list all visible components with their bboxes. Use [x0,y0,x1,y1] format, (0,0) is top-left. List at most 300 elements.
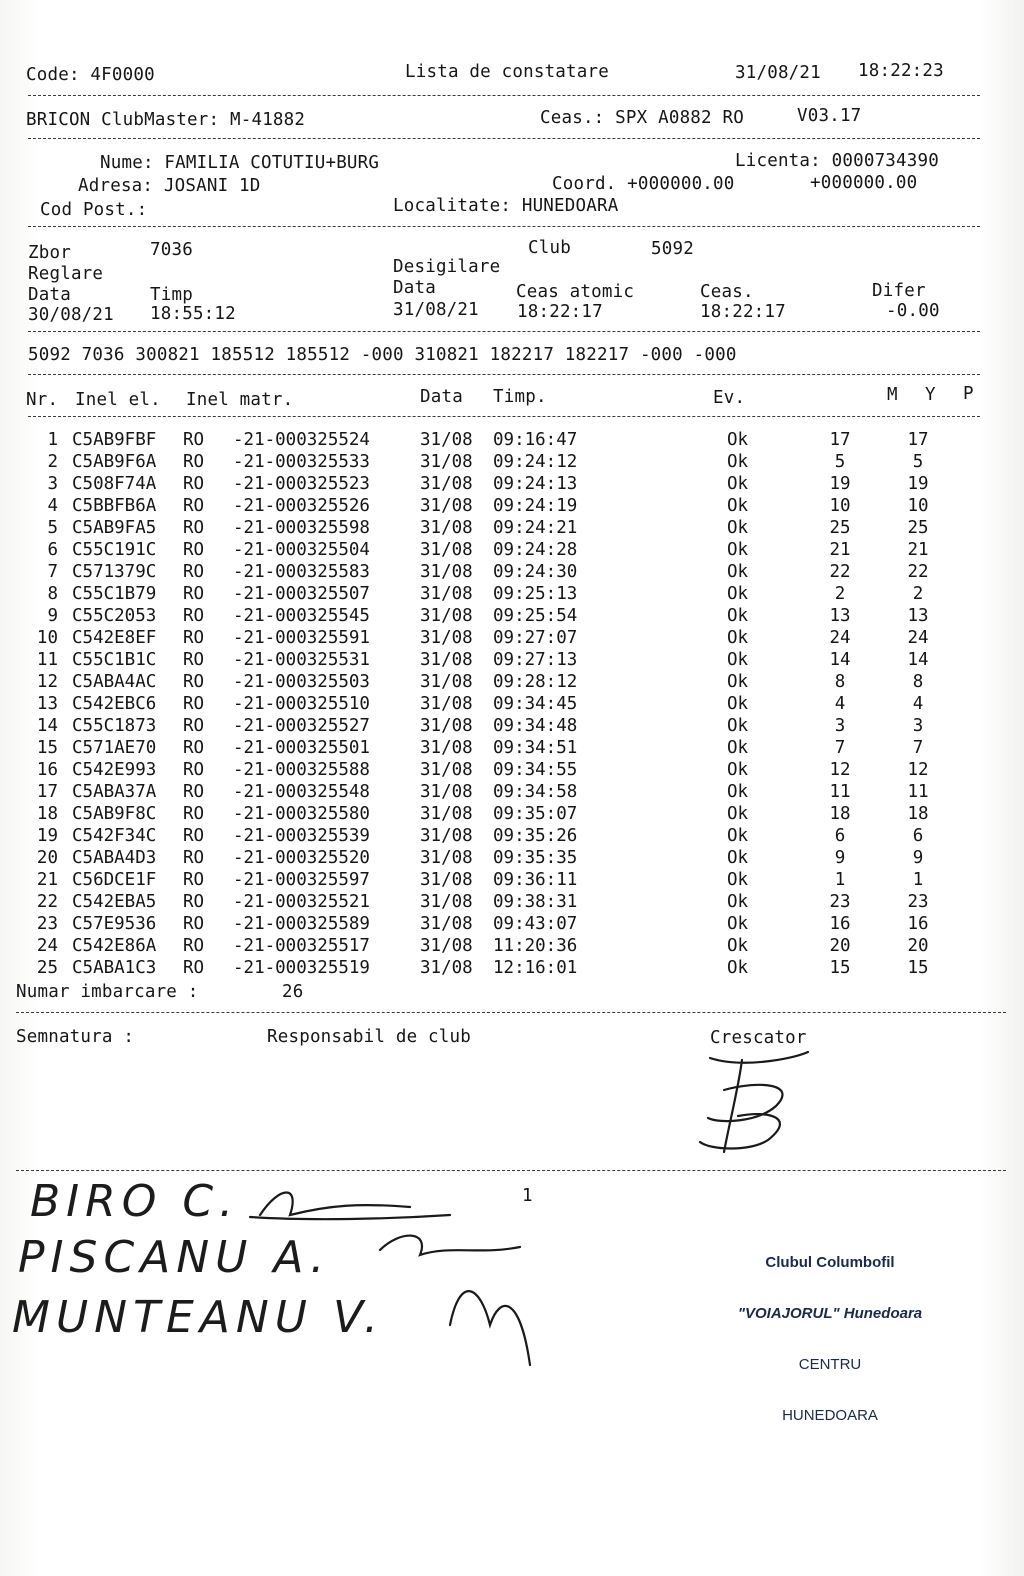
country-code: RO [183,540,205,560]
club-stamp [705,1220,955,1458]
ring-number: -21-000325545 [233,606,370,626]
ring-number: -21-000325591 [233,628,370,648]
page-number: 1 [522,1186,533,1206]
arrival-date: 31/08 [420,870,473,890]
divider [28,226,980,227]
report-time: 18:22:23 [858,61,944,81]
country-code: RO [183,452,205,472]
stamp-line-2: "VOIAJORUL" Hunedoara [737,1305,923,1322]
firmware-version: V03.17 [797,106,862,126]
table-row [0,671,1024,693]
country-code: RO [183,694,205,714]
rank-m: 1 [834,870,846,890]
country-code: RO [183,738,205,758]
rank-y: 4 [912,694,924,714]
electronic-ring: C571379C [72,562,157,582]
rank-y: 22 [907,562,929,582]
rank-y: 8 [912,672,924,692]
owner-address: Adresa: JOSANI 1D [78,176,261,196]
table-row [0,473,1024,495]
stamp-line-1: Clubul Columbofil [765,1254,895,1271]
electronic-ring: C5AB9F6A [72,452,157,472]
event-status: Ok [727,584,749,604]
event-status: Ok [727,892,749,912]
table-row [0,539,1024,561]
row-number: 4 [47,496,58,516]
event-status: Ok [727,452,749,472]
table-row [0,759,1024,781]
rank-m: 8 [834,672,846,692]
table-row [0,693,1024,715]
reglare-date: 30/08/21 [28,305,114,325]
electronic-ring: C55C1B1C [72,650,157,670]
event-status: Ok [727,606,749,626]
table-row [0,737,1024,759]
row-number: 7 [47,562,58,582]
arrival-time: 09:28:12 [493,672,578,692]
arrival-date: 31/08 [420,694,473,714]
row-number: 21 [36,870,58,890]
arrival-date: 31/08 [420,958,473,978]
breeder-label: Crescator [710,1028,807,1048]
rank-y: 1 [912,870,924,890]
ring-number: -21-000325519 [233,958,370,978]
arrival-time: 09:34:45 [493,694,578,714]
arrival-date: 31/08 [420,914,473,934]
table-row [0,605,1024,627]
table-row [0,781,1024,803]
rank-y: 16 [907,914,929,934]
desig-date: 31/08/21 [393,300,479,320]
arrival-time: 09:24:13 [493,474,578,494]
ring-number: -21-000325524 [233,430,370,450]
table-row [0,803,1024,825]
club-number: 5092 [651,239,694,259]
rank-m: 14 [829,650,851,670]
arrival-date: 31/08 [420,540,473,560]
electronic-ring: C542EBA5 [72,892,157,912]
rank-y: 24 [907,628,929,648]
ring-number: -21-000325501 [233,738,370,758]
arrival-time: 09:24:30 [493,562,578,582]
rank-m: 7 [834,738,846,758]
ring-number: -21-000325588 [233,760,370,780]
electronic-ring: C542F34C [72,826,157,846]
arrival-time: 09:34:58 [493,782,578,802]
country-code: RO [183,430,205,450]
electronic-ring: C5AB9FBF [72,430,157,450]
ring-number: -21-000325580 [233,804,370,824]
rank-m: 22 [829,562,851,582]
ring-number: -21-000325527 [233,716,370,736]
license-number: Licenta: 0000734390 [735,151,939,171]
arrival-date: 31/08 [420,826,473,846]
country-code: RO [183,848,205,868]
col-y: Y [925,385,936,405]
event-status: Ok [727,628,749,648]
arrival-date: 31/08 [420,848,473,868]
country-code: RO [183,958,205,978]
rank-m: 11 [829,782,851,802]
rank-y: 25 [907,518,929,538]
rank-y: 2 [912,584,924,604]
owner-name: Nume: FAMILIA COTUTIU+BURG [100,153,380,173]
rank-y: 14 [907,650,929,670]
rank-m: 5 [834,452,846,472]
handwritten-name-3: MUNTEANU V. [12,1292,385,1343]
table-row [0,825,1024,847]
arrival-time: 09:35:26 [493,826,578,846]
arrival-time: 09:34:48 [493,716,578,736]
event-status: Ok [727,826,749,846]
club-responsible-label: Responsabil de club [267,1027,471,1047]
country-code: RO [183,782,205,802]
event-status: Ok [727,694,749,714]
rank-m: 23 [829,892,851,912]
ring-number: -21-000325531 [233,650,370,670]
arrival-time: 09:27:13 [493,650,578,670]
handwritten-name-2: PISCANU A. [18,1232,331,1283]
col-ev: Ev. [713,388,746,408]
electronic-ring: C5BBFB6A [72,496,157,516]
arrival-date: 31/08 [420,672,473,692]
rank-y: 17 [907,430,929,450]
arrival-date: 31/08 [420,606,473,626]
row-number: 22 [36,892,58,912]
table-row [0,649,1024,671]
arrival-time: 09:35:07 [493,804,578,824]
clubmaster-id: BRICON ClubMaster: M-41882 [26,110,306,130]
row-number: 23 [36,914,58,934]
table-row [0,429,1024,451]
country-code: RO [183,474,205,494]
arrival-date: 31/08 [420,518,473,538]
country-code: RO [183,606,205,626]
event-status: Ok [727,914,749,934]
table-row [0,495,1024,517]
rank-y: 5 [912,452,924,472]
row-number: 13 [36,694,58,714]
table-row [0,451,1024,473]
country-code: RO [183,672,205,692]
rank-y: 10 [907,496,929,516]
rank-y: 13 [907,606,929,626]
event-status: Ok [727,936,749,956]
ring-number: -21-000325503 [233,672,370,692]
flight-label: Zbor [28,243,71,263]
arrival-time: 09:34:51 [493,738,578,758]
club-label: Club [528,238,571,258]
difference-label: Difer [872,281,926,301]
event-status: Ok [727,870,749,890]
arrival-time: 09:16:47 [493,430,578,450]
table-row [0,891,1024,913]
ring-number: -21-000325520 [233,848,370,868]
arrival-date: 31/08 [420,474,473,494]
rank-y: 15 [907,958,929,978]
country-code: RO [183,716,205,736]
rank-m: 9 [834,848,846,868]
rank-m: 3 [834,716,846,736]
rank-m: 6 [834,826,846,846]
code-label: Code: 4F0000 [26,65,155,85]
electronic-ring: C542EBC6 [72,694,157,714]
divider [28,331,980,332]
boarding-count: 26 [282,982,304,1002]
table-row [0,935,1024,957]
table-row [0,957,1024,979]
rank-m: 17 [829,430,851,450]
event-status: Ok [727,650,749,670]
arrival-date: 31/08 [420,496,473,516]
row-number: 24 [36,936,58,956]
row-number: 8 [47,584,58,604]
reglare-time: 18:55:12 [150,304,236,324]
boarding-count-label: Numar imbarcare : [16,982,199,1002]
reglare-time-label: Timp [150,285,193,305]
divider [16,1012,1006,1013]
row-number: 11 [36,650,58,670]
locality: Localitate: HUNEDOARA [393,196,619,216]
event-status: Ok [727,958,749,978]
row-number: 5 [47,518,58,538]
rank-m: 13 [829,606,851,626]
electronic-ring: C508F74A [72,474,157,494]
table-row [0,913,1024,935]
electronic-ring: C542E993 [72,760,157,780]
divider [28,95,980,96]
rank-y: 11 [907,782,929,802]
arrival-date: 31/08 [420,716,473,736]
country-code: RO [183,518,205,538]
rank-y: 23 [907,892,929,912]
arrival-time: 09:24:19 [493,496,578,516]
electronic-ring: C542E8EF [72,628,157,648]
country-code: RO [183,650,205,670]
flight-number: 7036 [150,240,193,260]
ring-number: -21-000325539 [233,826,370,846]
rank-y: 18 [907,804,929,824]
row-number: 17 [36,782,58,802]
arrival-time: 09:25:54 [493,606,578,626]
divider [28,374,980,375]
rank-m: 18 [829,804,851,824]
atomic-clock-label: Ceas atomic [516,282,635,302]
arrival-date: 31/08 [420,782,473,802]
rank-y: 19 [907,474,929,494]
arrival-date: 31/08 [420,430,473,450]
rank-y: 12 [907,760,929,780]
rank-m: 21 [829,540,851,560]
col-p: P [963,384,974,404]
row-number: 25 [36,958,58,978]
electronic-ring: C55C191C [72,540,157,560]
arrival-date: 31/08 [420,936,473,956]
arrival-date: 31/08 [420,452,473,472]
rank-m: 10 [829,496,851,516]
arrival-date: 31/08 [420,760,473,780]
country-code: RO [183,914,205,934]
col-m: M [887,385,898,405]
event-status: Ok [727,518,749,538]
row-number: 12 [36,672,58,692]
handwritten-signatures [230,1175,550,1375]
rank-y: 21 [907,540,929,560]
difference-value: -0.00 [886,301,940,321]
table-row [0,561,1024,583]
ring-number: -21-000325597 [233,870,370,890]
event-status: Ok [727,430,749,450]
electronic-ring: C542E86A [72,936,157,956]
handwritten-name-1: BIRO C. [30,1176,240,1227]
arrival-time: 09:43:07 [493,914,578,934]
table-row [0,847,1024,869]
row-number: 16 [36,760,58,780]
event-status: Ok [727,716,749,736]
event-status: Ok [727,672,749,692]
electronic-ring: C5ABA4AC [72,672,157,692]
col-data: Data [420,387,463,407]
ring-number: -21-000325510 [233,694,370,714]
ring-number: -21-000325548 [233,782,370,802]
arrival-time: 09:24:12 [493,452,578,472]
col-inel-matr: Inel matr. [186,390,294,410]
report-title: Lista de constatare [405,62,609,82]
table-row [0,627,1024,649]
event-status: Ok [727,540,749,560]
coordinates-lon: +000000.00 [810,173,918,193]
col-nr: Nr. [26,390,59,410]
arrival-date: 31/08 [420,892,473,912]
arrival-date: 31/08 [420,562,473,582]
country-code: RO [183,892,205,912]
ring-number: -21-000325526 [233,496,370,516]
electronic-ring: C55C1873 [72,716,157,736]
arrival-time: 09:38:31 [493,892,578,912]
electronic-ring: C5AB9F8C [72,804,157,824]
rank-m: 24 [829,628,851,648]
ring-number: -21-000325523 [233,474,370,494]
reglare-date-label: Data [28,285,71,305]
reglare-label: Reglare [28,264,104,284]
clock-label: Ceas. [700,282,754,302]
electronic-ring: C5ABA37A [72,782,157,802]
divider [28,138,980,139]
table-row [0,517,1024,539]
electronic-ring: C56DCE1F [72,870,157,890]
row-number: 14 [36,716,58,736]
breeder-signature [680,1040,830,1160]
ring-number: -21-000325583 [233,562,370,582]
event-status: Ok [727,474,749,494]
country-code: RO [183,870,205,890]
divider [28,416,980,417]
col-inel-el: Inel el. [75,390,161,410]
divider [16,1170,1006,1171]
country-code: RO [183,936,205,956]
ring-number: -21-000325521 [233,892,370,912]
clock-id: Ceas.: SPX A0882 RO [540,108,744,128]
row-number: 19 [36,826,58,846]
electronic-ring: C5ABA4D3 [72,848,157,868]
rank-y: 20 [907,936,929,956]
ring-number: -21-000325589 [233,914,370,934]
electronic-ring: C571AE70 [72,738,157,758]
arrival-date: 31/08 [420,738,473,758]
ring-number: -21-000325504 [233,540,370,560]
row-number: 18 [36,804,58,824]
row-number: 3 [47,474,58,494]
stamp-line-4: HUNEDOARA [782,1407,878,1424]
rank-m: 20 [829,936,851,956]
stamp-line-3: CENTRU [798,1356,862,1373]
row-number: 1 [47,430,58,450]
postcode-label: Cod Post.: [40,200,148,220]
rank-m: 15 [829,958,851,978]
coordinates-lat: Coord. +000000.00 [552,174,735,194]
ring-number: -21-000325598 [233,518,370,538]
rank-m: 4 [834,694,846,714]
table-row [0,869,1024,891]
table-row [0,715,1024,737]
row-number: 2 [47,452,58,472]
ring-number: -21-000325517 [233,936,370,956]
event-status: Ok [727,738,749,758]
rank-m: 19 [829,474,851,494]
rank-y: 3 [912,716,924,736]
rank-y: 9 [912,848,924,868]
country-code: RO [183,584,205,604]
arrival-date: 31/08 [420,650,473,670]
row-number: 10 [36,628,58,648]
signature-label: Semnatura : [16,1027,135,1047]
arrival-time: 09:35:35 [493,848,578,868]
event-status: Ok [727,760,749,780]
event-status: Ok [727,804,749,824]
event-status: Ok [727,496,749,516]
electronic-ring: C55C1B79 [72,584,157,604]
row-number: 9 [47,606,58,626]
event-status: Ok [727,562,749,582]
row-number: 20 [36,848,58,868]
arrival-time: 11:20:36 [493,936,578,956]
row-number: 15 [36,738,58,758]
rank-m: 2 [834,584,846,604]
arrival-time: 09:27:07 [493,628,578,648]
table-row [0,583,1024,605]
country-code: RO [183,804,205,824]
desig-date-label: Data [393,278,436,298]
arrival-date: 31/08 [420,804,473,824]
report-date: 31/08/21 [735,63,821,83]
rank-m: 12 [829,760,851,780]
rank-y: 7 [912,738,924,758]
event-status: Ok [727,782,749,802]
arrival-time: 12:16:01 [493,958,578,978]
rank-m: 16 [829,914,851,934]
rank-y: 6 [912,826,924,846]
electronic-ring: C55C2053 [72,606,157,626]
arrival-date: 31/08 [420,584,473,604]
arrival-time: 09:34:55 [493,760,578,780]
control-code-line: 5092 7036 300821 185512 185512 -000 310821 182217 182217 -000 -000 [28,345,737,365]
ring-number: -21-000325533 [233,452,370,472]
row-number: 6 [47,540,58,560]
country-code: RO [183,628,205,648]
country-code: RO [183,826,205,846]
electronic-ring: C57E9536 [72,914,157,934]
desigilare-label: Desigilare [393,257,501,277]
